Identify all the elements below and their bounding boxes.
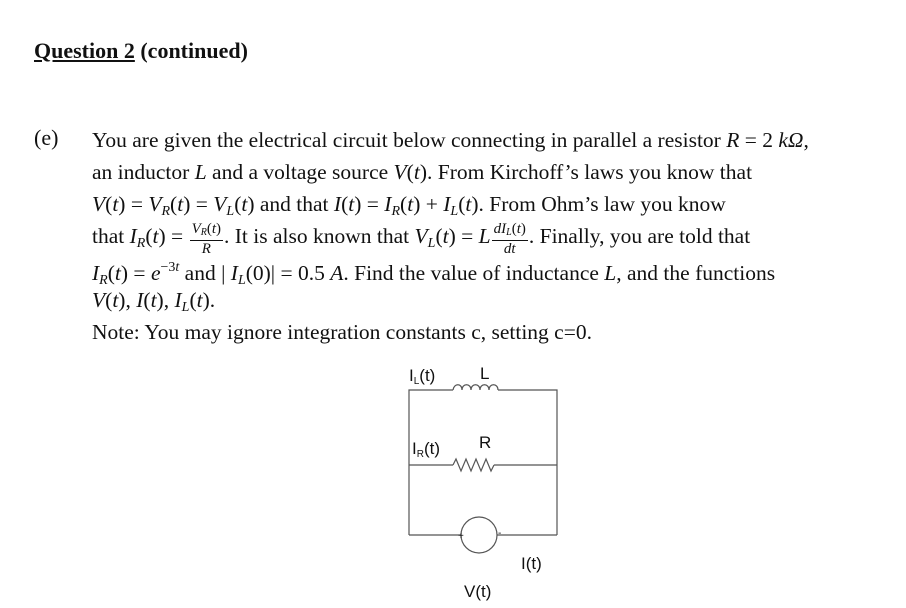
statement-line-4: that $I_R(t)$ = $\frac{V_R(t)}{R}$ . It is also known that $V_L(t) = L$ $\frac{dI_L(t)}{dt}$ . Finally, you are told that	[92, 221, 751, 257]
inductor-coil	[453, 385, 498, 390]
problem-statement	[92, 124, 904, 348]
note-line: Note: You may ignore integration constants c, setting c=0.	[92, 320, 592, 344]
question-heading	[34, 38, 248, 64]
source-current-label: I(t)	[521, 554, 542, 573]
resistor-zigzag	[453, 459, 494, 471]
parallel-circuit-diagram	[395, 360, 575, 605]
inductor-label: L	[480, 364, 490, 383]
statement-line-2: an inductor L and a voltage source V(t). From Kirchoff’s laws you know that	[92, 160, 753, 184]
ohm-fraction: $\frac{V_R(t)}{R}$	[191, 221, 222, 257]
inductor-right-wire	[498, 390, 557, 394]
derivative-fraction: $\frac{dI_L(t)}{dt}$	[493, 221, 526, 257]
inductor-current-label: IL(t)	[409, 366, 436, 387]
question-title-suffix: (continued)	[134, 38, 248, 63]
source-voltage-label: V(t)	[464, 582, 492, 601]
resistor-label: R	[479, 433, 492, 452]
statement-line-5: $I_R(t) = e^{-3t}$ and | $I_L(0)| = 0.5$ A. Find the value of inductance L, and the functions	[92, 260, 776, 288]
resistor-current-label: IR(t)	[412, 439, 441, 460]
inductor-left-wire	[409, 390, 453, 394]
source-plus-sign: +	[458, 531, 464, 542]
statement-line-1: You are given the electrical circuit below connecting in parallel a resistor R = 2 kΩ,	[92, 128, 809, 152]
question-title-link[interactable]: Question 2	[34, 38, 135, 63]
statement-line-6: V(t), I(t), $I_L(t)$.	[92, 288, 216, 315]
voltage-source-circle	[461, 517, 497, 553]
part-label: (e)	[34, 125, 59, 150]
statement-line-3: $V(t) = V_R(t) = V_L(t)$ and that $I(t) = I_R(t) + I_L(t)$. From Ohm’s law you know	[92, 192, 726, 219]
source-minus-sign: -	[498, 528, 502, 539]
